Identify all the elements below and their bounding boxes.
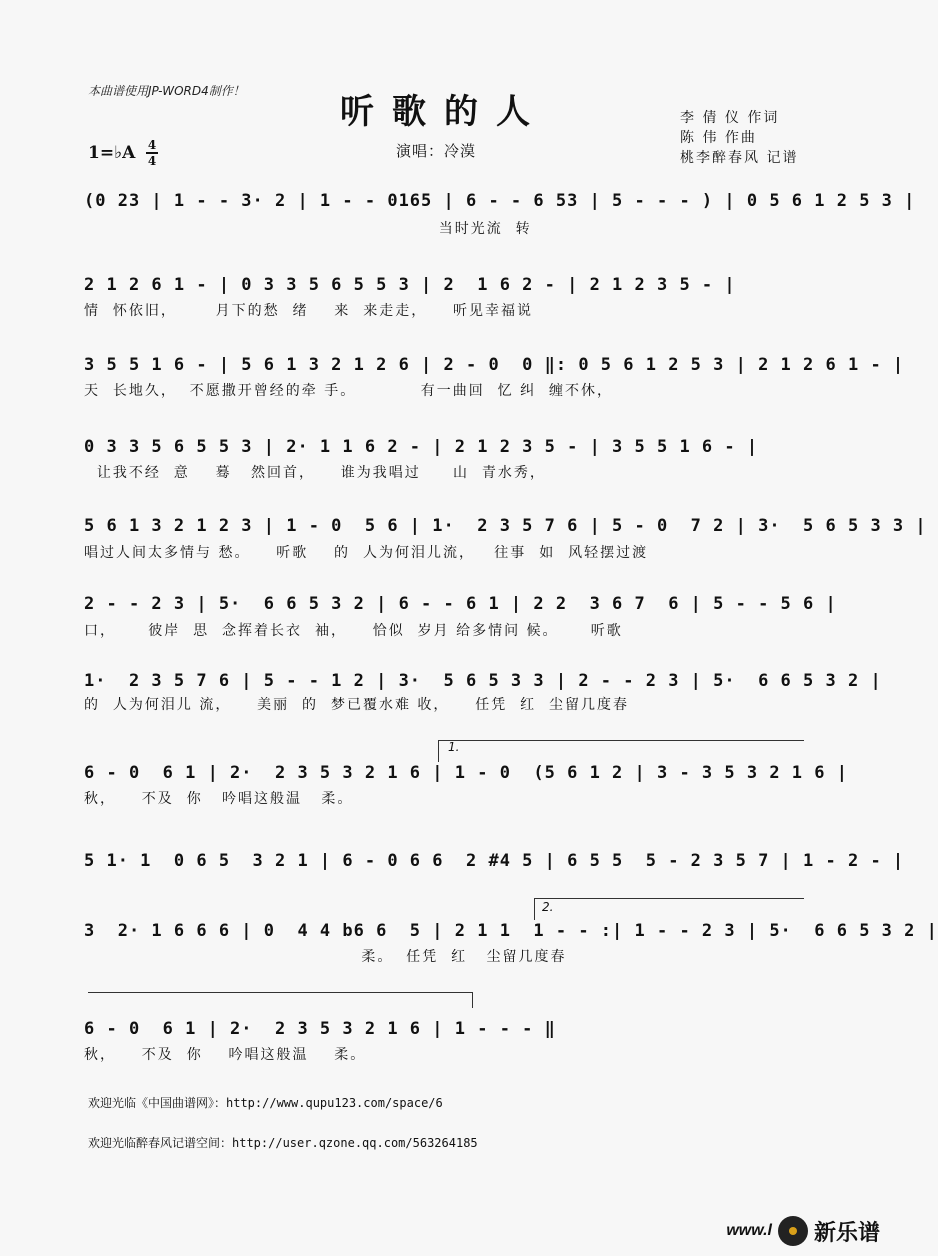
singer-credit: 演唱：冷漠 xyxy=(396,142,477,160)
score-line-6: 2 - - 2 3 | 5· 6 6 5 3 2 | 6 - - 6 1 | 2 2 3 6 7 6 | 5 - - 5 6 | xyxy=(84,594,837,614)
volta-2-hook xyxy=(534,898,535,920)
volta-2-label: 2. xyxy=(542,900,554,914)
made-with-note: 本曲谱使用JP-WORD4制作！ xyxy=(88,84,245,98)
logo-name: 新乐谱 xyxy=(813,1220,880,1246)
song-title: 听歌的人 xyxy=(340,92,548,132)
site-logo[interactable] xyxy=(726,1214,880,1248)
footer-space-link[interactable]: 欢迎光临醉春风记谱空间：http://user.qzone.qq.com/563264185 xyxy=(88,1136,478,1150)
lyrics-line-4: 让我不经 意 蓦 然回首， 谁为我唱过 山 青水秀， xyxy=(84,465,546,481)
volta-1-label: 1. xyxy=(448,740,460,754)
score-line-2: 2 1 2 6 1 - | 0 3 3 5 6 5 5 3 | 2 1 6 2 - | 2 1 2 3 5 - | xyxy=(84,275,736,295)
lyrics-line-11: 秋， 不及 你 吟唱这般温 柔。 xyxy=(84,1047,367,1063)
transcriber-credit: 桃李醉春风 记谱 xyxy=(680,150,799,166)
lyrics-line-1: 当时光流 转 xyxy=(84,221,532,237)
score-line-10: 3 2· 1 6 6 6 | 0 4 4 b6 6 5 | 2 1 1 1 - - :| 1 - - 2 3 | 5· 6 6 5 3 2 | xyxy=(84,921,938,941)
score-line-11: 6 - 0 6 1 | 2· 2 3 5 3 2 1 6 | 1 - - - ‖ xyxy=(84,1019,556,1039)
logo-url-text: www.l xyxy=(726,1222,772,1239)
volta-1-bracket xyxy=(438,740,804,741)
score-line-1: (0 23 | 1 - - 3· 2 | 1 - - 0165 | 6 - - 6 53 | 5 - - - ) | 0 5 6 1 2 5 3 | xyxy=(84,191,916,211)
record-disc-icon xyxy=(778,1216,808,1246)
volta-2-bracket xyxy=(534,898,804,899)
lyrics-line-6: 口， 彼岸 思 念挥着长衣 袖， 恰似 岁月 给多情问 候。 听歌 xyxy=(84,623,623,639)
composer-credit: 陈 伟 作曲 xyxy=(680,130,757,146)
volta-1-end-hook xyxy=(472,992,473,1008)
score-line-4: 0 3 3 5 6 5 5 3 | 2· 1 1 6 2 - | 2 1 2 3 5 - | 3 5 5 1 6 - | xyxy=(84,437,759,457)
key-signature: 1=♭A xyxy=(88,143,136,163)
lyrics-line-10: 柔。 任凭 红 尘留几度春 xyxy=(84,949,567,965)
score-line-3: 3 5 5 1 6 - | 5 6 1 3 2 1 2 6 | 2 - 0 0 ‖: 0 5 6 1 2 5 3 | 2 1 2 6 1 - | xyxy=(84,355,905,375)
score-line-8: 6 - 0 6 1 | 2· 2 3 5 3 2 1 6 | 1 - 0 (5 6 1 2 | 3 - 3 5 3 2 1 6 | xyxy=(84,763,848,783)
credits xyxy=(680,108,798,168)
lyrics-line-8: 秋， 不及 你 吟唱这般温 柔。 xyxy=(84,791,354,807)
volta-1-continuation xyxy=(88,992,472,993)
score-line-7: 1· 2 3 5 7 6 | 5 - - 1 2 | 3· 5 6 5 3 3 | 2 - - 2 3 | 5· 6 6 5 3 2 | xyxy=(84,671,882,691)
lyricist-credit: 李 倩 仪 作词 xyxy=(680,110,780,126)
score-line-9: 5 1· 1 0 6 5 3 2 1 | 6 - 0 6 6 2 #4 5 | 6 5 5 5 - 2 3 5 7 | 1 - 2 - | xyxy=(84,851,905,871)
lyrics-line-5: 唱过人间太多情与 愁。 听歌 的 人为何泪儿流， 往事 如 风轻摆过渡 xyxy=(84,545,649,561)
lyrics-line-3: 天 长地久， 不愿撒开曾经的牵 手。 有一曲回 忆 纠 缠不休， xyxy=(84,383,614,399)
footer-site-link[interactable]: 欢迎光临《中国曲谱网》：http://www.qupu123.com/space/6 xyxy=(88,1096,443,1110)
lyrics-line-2: 情 怀依旧， 月下的愁 绪 来 来走走， 听见幸福说 xyxy=(84,303,534,319)
time-signature: 4 4 xyxy=(147,138,157,168)
score-line-5: 5 6 1 3 2 1 2 3 | 1 - 0 5 6 | 1· 2 3 5 7 6 | 5 - 0 7 2 | 3· 5 6 5 3 3 | xyxy=(84,516,927,536)
volta-1-hook xyxy=(438,740,439,762)
lyrics-line-7: 的 人为何泪儿 流， 美丽 的 梦已覆水难 收， 任凭 红 尘留几度春 xyxy=(84,697,630,713)
